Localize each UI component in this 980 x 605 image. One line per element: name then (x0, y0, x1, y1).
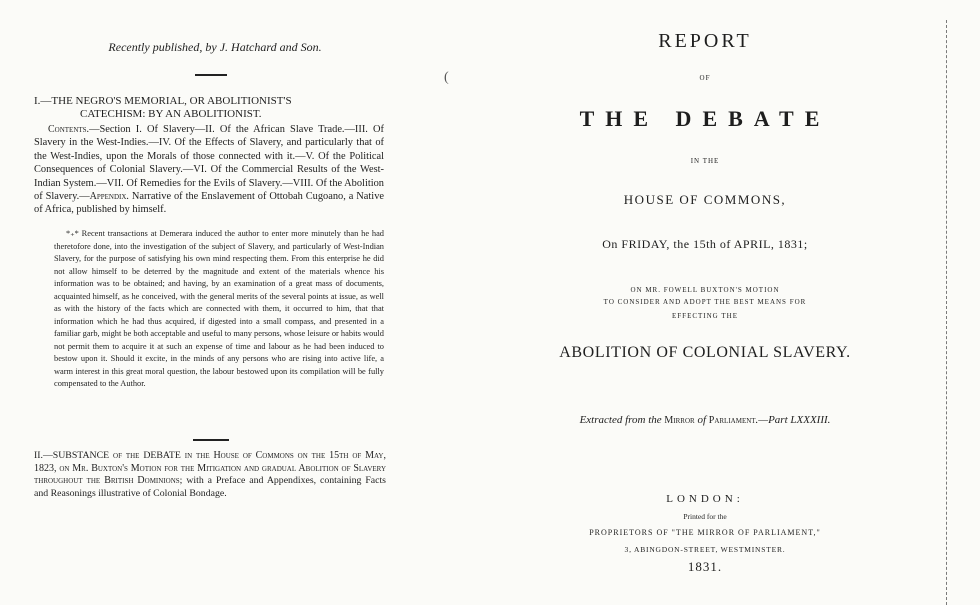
item1-contents (34, 123, 384, 217)
margin-mark: ( (444, 70, 449, 85)
divider-rule-2 (193, 439, 229, 441)
item2-rest: ; with a Preface and Appendixes, containing Facts and Reasonings illustrative of Colonial Bondage. (34, 475, 386, 499)
proprietors: PROPRIETORS OF "THE MIRROR OF PARLIAMENT," (589, 528, 821, 537)
page-edge-line (946, 20, 949, 605)
address: 3, ABINGDON-STREET, WESTMINSTER. (624, 545, 786, 554)
motion-line-1: ON MR. FOWELL BUXTON'S MOTION (630, 286, 780, 294)
divider-rule (195, 74, 227, 76)
item2-prefix: II.—SUBSTANCE (34, 450, 110, 461)
item1-heading (34, 95, 386, 121)
title-report: REPORT (658, 30, 752, 52)
appendix-label: Appendix. (89, 191, 129, 203)
date-line: On FRIDAY, the 15th of APRIL, 1831; (602, 237, 808, 251)
item1-heading-line2: CATECHISM: BY AN ABOLITIONIST. (80, 108, 262, 120)
left-page (0, 0, 430, 605)
item2-debate: DEBATE (143, 450, 181, 461)
item2-sc2: in the House of Commons on the 15th of May, 1823, on Mr. Buxton's Motion for the Mitigation and gradual Abolition of Slavery throughout the British Dominions (34, 450, 386, 486)
motion-line-2: TO CONSIDER AND ADOPT THE BEST MEANS FOR (603, 298, 807, 306)
printed-for: Printed for the (683, 512, 727, 521)
extract-pre: Extracted from the (579, 414, 665, 426)
contents-text: —Section I. Of Slavery—II. Of the African Slave Trade.—III. Of Slavery in the West-Indies.—IV. Of the Effects of Slavery, and particularly that of the West-Indies, upon the Morals of those connected with it.—V. Of the Political Consequences of Colonial Slavery.—VI. Of the Commercial Results of the West-Indian System.—VII. Of Remedies for the Evils of Slavery.—VIII. Of the Abolition of Slavery.— (34, 124, 384, 203)
extract-of: of (694, 414, 709, 426)
subject-title: ABOLITION OF COLONIAL SLAVERY. (559, 344, 851, 361)
appendix-text: Narrative of the Enslavement of Ottobah Cugoano, a Native of Africa, published by himself. (34, 191, 384, 216)
title-debate: THE DEBATE (579, 106, 831, 131)
contents-label: Contents. (48, 124, 90, 135)
extract-post: .—Part LXXXIII. (755, 414, 831, 426)
publisher-line: Recently published, by J. Hatchard and Son. (108, 40, 322, 54)
item1-note: *₊* Recent transactions at Demerara induced the author to enter more minutely than he had theretofore done, into the investigation of the subject of Slavery, and particularly of West-Indian Slavery, for the purpose of satisfying his own mind respecting them. From this enterprise he did not allow himself to be deterred by the magnitude and extent of the materials whence his information was to be obtained; and having, by an examination of a great mass of documents, acquainted himself, as he conceived, with the general merits of the several points at issue, as well as with the history of the facts which are connected with them, it occurred to him, that that information which he had thus acquired, if digested into a small compass, and presented in a familiar garb, might be both acceptable and useful to many persons, whose leisure or habits would not permit them to acquire it at such an expense of time and labour as he had been induced to bestow upon it. Should it excite, in the minds of any persons who are rising into active life, a warm interest in this great moral question, the labour bestowed upon its compilation will be fully compensated to the Author. (54, 229, 384, 388)
extract-parliament: Parliament (708, 415, 756, 426)
motion-line-3: EFFECTING THE (672, 312, 738, 320)
right-page-title (430, 0, 980, 605)
item1-heading-line1: I.—THE NEGRO'S MEMORIAL, OR ABOLITIONIST'S (34, 95, 292, 107)
house-of-commons: HOUSE OF COMMONS, (623, 192, 787, 207)
item2-text (34, 450, 386, 500)
extract-line (430, 414, 980, 426)
title-of: OF (699, 74, 711, 82)
imprint-city: LONDON: (666, 493, 744, 505)
item2-sc1: of the (109, 450, 144, 461)
extract-mirror: Mirror (664, 415, 695, 426)
title-in-the: IN THE (690, 157, 720, 165)
imprint-year: 1831. (687, 559, 723, 574)
